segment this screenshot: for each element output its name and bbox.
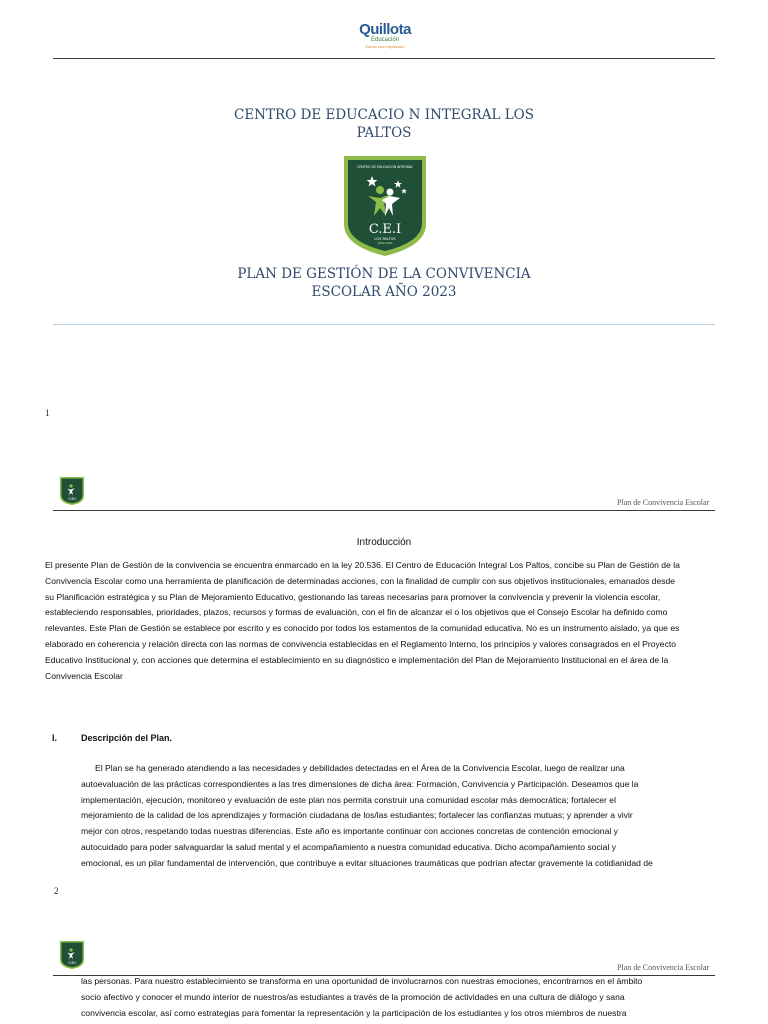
shield-top-text: CENTRO DE EDUCACIÓN INTEGRAL [357,165,413,169]
introduction-paragraph [45,558,722,684]
svg-text:CEI: CEI [68,496,76,501]
page2-header-rule [53,510,715,511]
desc-line: emocional, es un pilar fundamental de intervención, que contribuye a evitar situaciones traumáticas que podrían afectar gravemente la cotidianidad de [81,857,653,868]
page3-line: convivencia escolar, así como estrategias para fomentar la representación y la participación de los estudiantes y los otros miembros de nuestra [81,1007,627,1018]
small-shield-icon [59,940,85,970]
shield-bottom-text: LOS PALTOS [374,237,396,241]
description-paragraph [81,761,722,872]
intro-line: Convivencia Escolar [45,670,123,681]
desc-line: autoevaluación de las prácticas correspondientes a las tres dimensiones de dicha área: Formación, Convivencia y Participación. Deseamos que la [81,778,639,789]
school-name-title [184,106,584,142]
page2-header-label: Plan de Convivencia Escolar [617,498,710,507]
plan-title [184,265,584,301]
intro-line: su Planificación estratégica y su Plan de Mejoramiento Educativo, gestionando las tareas necesarias para promover la convivencia y prevenir la violencia escolar, [45,591,661,602]
plan-title-line2: ESCOLAR AÑO 2023 [311,284,457,300]
shield-bottom-text2: QUILLOTA [377,241,393,245]
section-number: I. [52,733,58,743]
cei-shield-logo [340,154,430,258]
intro-line: elaborado en coherencia y relación directa con las normas de convivencia establecidas en el Reglamento Interno, los principios y valores consagrados en el Proyecto [45,638,677,649]
page3-paragraph [81,974,722,1021]
logo-tagline: Educa con inspiración [365,44,405,49]
logo-sub: Educación [370,37,400,43]
school-name-line2: PALTOS [356,125,412,141]
page-number-2: 2 [54,886,59,896]
desc-line: El Plan se ha generado atendiendo a las necesidades y debilidades detectadas en el Área de la Convivencia Escolar, luego de realizar una [95,763,625,773]
plan-title-line1: PLAN DE GESTIÓN DE LA CONVIVENCIA [237,266,531,282]
intro-line: El presente Plan de Gestión de la convivencia se encuentra enmarcado en la ley 20.536. El Centro de Educación Integral Los Paltos, concibe su Plan de Gestión de la [45,560,680,570]
intro-line: estableciendo responsables, prioridades, plazos, recursos y formas de evaluación, con el fin de alcanzar el o los objetivos que el Consejo Escolar ha definido como [45,607,668,618]
quillota-logo [340,22,430,49]
intro-line: Educativo Institucional y, con acciones que determina el establecimiento en su diagnóstico e implementación del Plan de Mejoramiento Institucional en el área de la [45,654,669,665]
desc-line: autocuidado para poder salvaguardar la salud mental y el acompañamiento a nuestra comunidad educativa. Dicho acompañamiento social y [81,841,617,852]
shield-letters: C.E.I [368,222,402,237]
page3-line: socio afectivo y conocer el mundo interior de nuestros/as estudiantes a través de la promoción de actividades en una cultura de diálogo y sana [81,991,625,1002]
intro-line: relevantes. Este Plan de Gestión se establece por escrito y es conocido por todos los estamentos de la comunidad educativa. No es un instrumento aislado, ya que es [45,623,680,634]
small-shield-icon [59,476,85,506]
introduction-title: Introducción [356,537,412,548]
desc-line: mejoramiento de la calidad de los aprendizajes y formación ciudadana de los/las estudiantes; fortalecer las confianzas mutuas; y aprender a vivir [81,810,633,821]
school-name-line1: CENTRO DE EDUCACIO N INTEGRAL LOS [234,107,534,123]
cover-divider [53,324,715,325]
logo-brand: Quillota [359,21,411,38]
page3-line: las personas. Para nuestro establecimiento se transforma en una oportunidad de involucrarnos con nuestras emociones, encontrarnos en el ámbito [81,976,643,986]
page3-header-label: Plan de Convivencia Escolar [617,963,710,972]
header-rule [53,58,715,59]
desc-line: mejor con otros, respetando todas nuestras diferencias. Este año es importante continuar con acciones concretas de contención emocional y [81,826,618,837]
page-number-1: 1 [45,408,50,418]
desc-line: implementación, ejecución, monitoreo y evaluación de este plan nos permita construir una comunidad escolar más democrática; fortalecer el [81,794,616,805]
intro-line: Convivencia Escolar como una herramienta de planificación de determinadas acciones, con la finalidad de cumplir con sus objetivos institucionales, emanados desde [45,575,676,586]
section-title: Descripción del Plan. [81,733,173,743]
svg-text:CEI: CEI [68,960,76,965]
